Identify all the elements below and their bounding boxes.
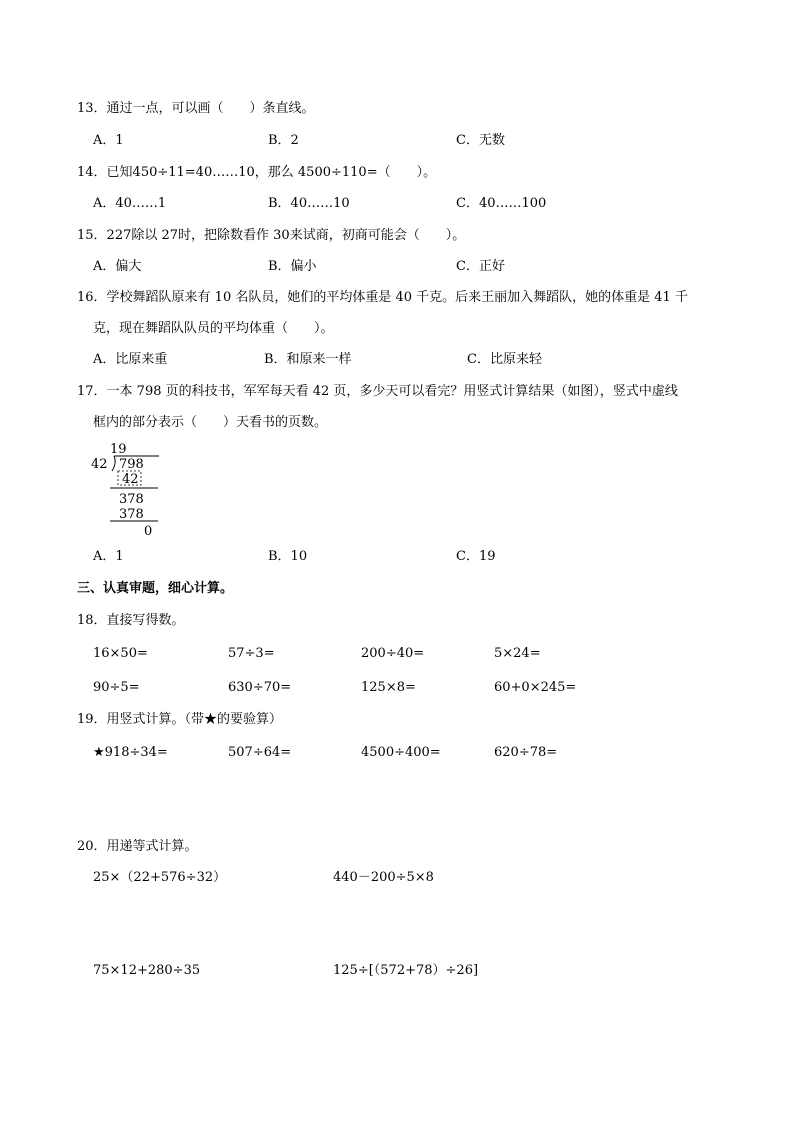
- question-17-stem-line2: 框内的部分表示（ ）天看书的页数。: [93, 415, 328, 430]
- division-remainder: 0: [144, 524, 153, 539]
- question-16-stem-line2: 克，现在舞蹈队队员的平均体重（ ）。: [93, 321, 334, 336]
- question-15-option-a: A．偏大: [93, 259, 142, 274]
- question-17-option-a: A．1: [93, 549, 124, 564]
- question-18-stem: 18．直接写得数。: [77, 613, 185, 628]
- question-16-option-a: A．比原来重: [93, 352, 168, 367]
- question-16-option-b: B．和原来一样: [264, 352, 352, 367]
- q19-item: 507÷64=: [228, 745, 292, 760]
- division-divisor: 42: [91, 457, 108, 472]
- q20-item: 25×（22+576÷32）: [93, 870, 227, 885]
- question-13-option-a: A．1: [93, 133, 124, 148]
- section-3-title: 三、认真审题，细心计算。: [77, 581, 234, 596]
- question-14-option-b: B．40……10: [268, 196, 350, 211]
- q18-item: 125×8=: [361, 680, 416, 695]
- division-quotient: 19: [110, 442, 127, 457]
- q20-item: 440－200÷5×8: [333, 870, 434, 885]
- q19-item: 4500÷400=: [361, 745, 441, 760]
- q18-item: 630÷70=: [228, 680, 292, 695]
- division-step-2: 378: [119, 507, 144, 522]
- long-division-figure: [88, 437, 168, 541]
- question-17-option-c: C．19: [456, 549, 496, 564]
- question-13-option-c: C．无数: [456, 133, 505, 148]
- question-17-stem-line1: 17．一本 798 页的科技书，军军每天看 42 页，多少天可以看完？用竖式计算结果（如图），竖式中虚线: [77, 384, 678, 399]
- question-15-stem: 15．227除以 27时，把除数看作 30来试商，初商可能会（ ）。: [77, 228, 466, 243]
- question-19-stem: 19．用竖式计算。（带★的要验算）: [77, 712, 283, 727]
- q18-item: 90÷5=: [93, 680, 140, 695]
- q18-item: 16×50=: [93, 646, 148, 661]
- division-step-1: 378: [119, 492, 144, 507]
- question-16-stem-line1: 16．学校舞蹈队原来有 10 名队员，她们的平均体重是 40 千克。后来王丽加入舞蹈队，她的体重是 41 千: [77, 290, 688, 305]
- question-13-option-b: B．2: [268, 133, 299, 148]
- question-13-stem: 13．通过一点，可以画（ ）条直线。: [77, 101, 315, 116]
- question-16-option-c: C．比原来轻: [467, 352, 542, 367]
- question-14-option-a: A．40……1: [93, 196, 167, 211]
- division-boxed-product: 42: [122, 472, 139, 487]
- question-15-option-b: B．偏小: [268, 259, 317, 274]
- q18-item: 200÷40=: [361, 646, 425, 661]
- q18-item: 57÷3=: [228, 646, 275, 661]
- q19-item: 620÷78=: [494, 745, 558, 760]
- q19-item: ★918÷34=: [93, 745, 168, 760]
- q20-item: 75×12+280÷35: [93, 963, 201, 978]
- division-dividend: 798: [119, 457, 144, 472]
- question-17-option-b: B．10: [268, 549, 308, 564]
- question-15-option-c: C．正好: [456, 259, 505, 274]
- question-14-stem: 14．已知450÷11=40……10，那么 4500÷110=（ ）。: [77, 165, 437, 180]
- q20-item: 125÷[（572+78）÷26]: [333, 963, 479, 978]
- q18-item: 60+0×245=: [494, 680, 577, 695]
- division-bracket-curve: [112, 456, 115, 471]
- question-20-stem: 20．用递等式计算。: [77, 839, 198, 854]
- q18-item: 5×24=: [494, 646, 541, 661]
- question-14-option-c: C．40……100: [456, 196, 547, 211]
